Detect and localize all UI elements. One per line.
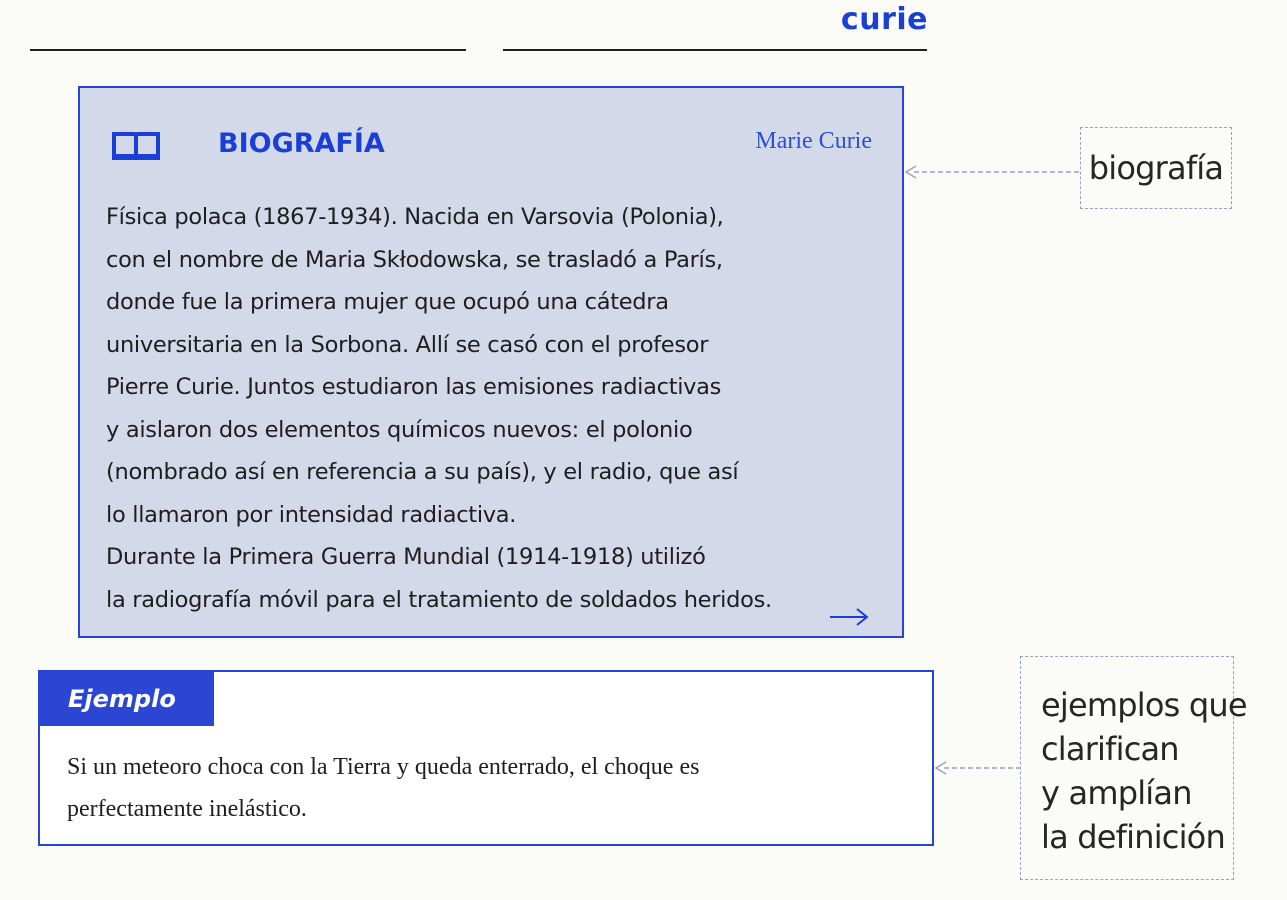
book-icon xyxy=(111,130,161,162)
biography-line: la radiografía móvil para el tratamiento de soldados heridos. xyxy=(106,586,772,613)
example-line: perfectamente inelástico. xyxy=(67,796,307,822)
example-tag: Ejemplo xyxy=(40,672,214,726)
header-rule-right xyxy=(503,49,927,51)
biography-line: y aislaron dos elementos químicos nuevos: el polonio xyxy=(106,416,693,443)
biography-line: Pierre Curie. Juntos estudiaron las emisiones radiactivas xyxy=(106,374,722,400)
arrow-right-icon xyxy=(828,606,870,628)
biography-line: con el nombre de Maria Skłodowska, se trasladó a París, xyxy=(106,246,723,273)
biography-line: (nombrado así en referencia a su país), y el radio, que así xyxy=(106,459,739,485)
biography-text xyxy=(106,196,886,621)
example-annotation-line: clarifican xyxy=(1041,730,1179,768)
example-annotation xyxy=(1020,656,1247,880)
biography-subject-name: Marie Curie xyxy=(755,128,872,154)
example-annotation-line: ejemplos que xyxy=(1041,686,1247,724)
header-rule-left xyxy=(30,49,466,51)
biography-box xyxy=(78,86,904,638)
example-text xyxy=(67,746,917,830)
example-annotation-line: la definición xyxy=(1041,818,1225,856)
biography-line: Física polaca (1867-1934). Nacida en Varsovia (Polonia), xyxy=(106,204,724,230)
example-pointer-arrow xyxy=(930,758,1022,778)
biography-line: lo llamaron por intensidad radiactiva. xyxy=(106,501,517,528)
biography-annotation: biografía xyxy=(1080,127,1232,209)
biography-heading: BIOGRAFÍA xyxy=(218,128,385,159)
biography-line: donde fue la primera mujer que ocupó una cátedra xyxy=(106,289,669,315)
biography-line: Durante la Primera Guerra Mundial (1914-1918) utilizó xyxy=(106,544,706,570)
biography-line: universitaria en la Sorbona. Allí se casó con el profesor xyxy=(106,331,709,358)
entry-headword: curie xyxy=(840,2,928,37)
example-box xyxy=(38,670,934,846)
example-line: Si un meteoro choca con la Tierra y queda enterrado, el choque es xyxy=(67,754,700,780)
biography-pointer-arrow xyxy=(900,162,1082,182)
example-annotation-line: y amplían xyxy=(1041,774,1192,812)
